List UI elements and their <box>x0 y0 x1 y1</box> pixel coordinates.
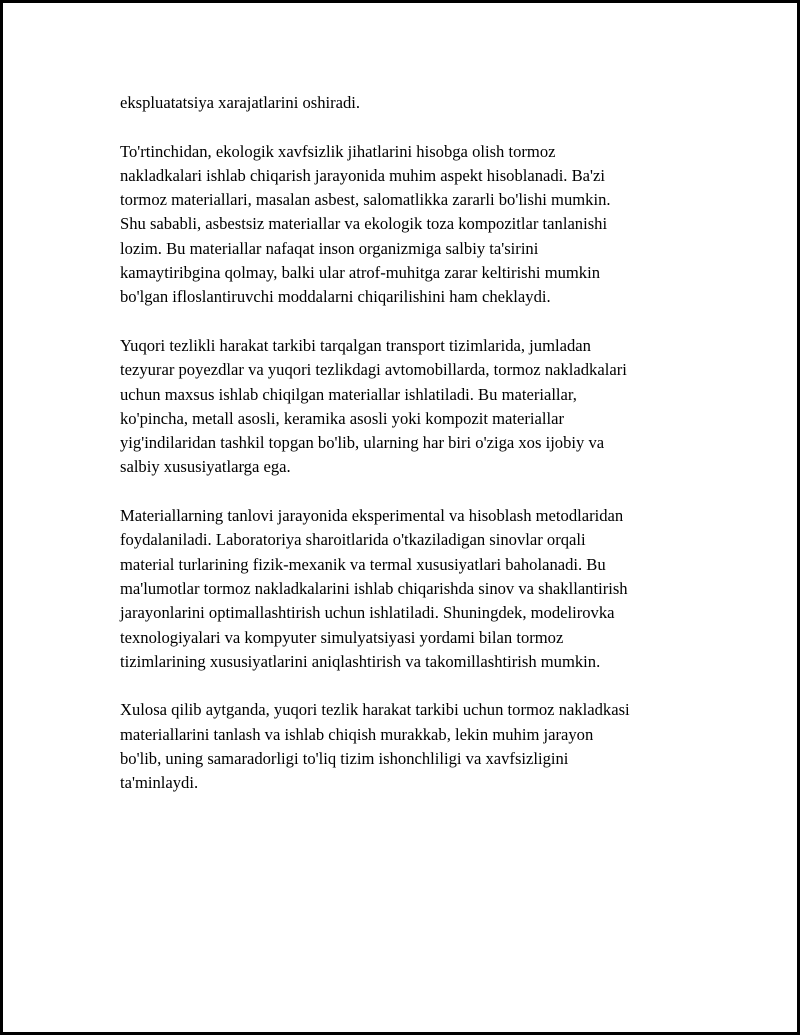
text-line: lozim. Bu materiallar nafaqat inson organizmiga salbiy ta'sirini <box>120 238 539 258</box>
text-line: Yuqori tezlikli harakat tarkibi tarqalgan transport tizimlarida, jumladan <box>120 335 591 355</box>
text-line: Shu sababli, asbestsiz materiallar va ekologik toza kompozitlar tanlanishi <box>120 214 608 234</box>
text-line: tezyurar poyezdlar va yuqori tezlikdagi avtomobillarda, tormoz nakladkalari <box>120 360 627 380</box>
text-line: ta'minlaydi. <box>120 773 199 793</box>
text-line: Xulosa qilib aytganda, yuqori tezlik harakat tarkibi uchun tormoz nakladkasi <box>120 700 630 720</box>
text-line: nakladkalari ishlab chiqarish jarayonida muhim aspekt hisoblanadi. Ba'zi <box>120 165 605 185</box>
text-line: foydalaniladi. Laboratoriya sharoitlarida o'tkaziladigan sinovlar orqali <box>120 530 586 550</box>
text-line: texnologiyalari va kompyuter simulyatsiyasi yordami bilan tormoz <box>120 627 564 647</box>
paragraph-4 <box>120 504 690 674</box>
text-line: materiallarini tanlash va ishlab chiqish murakkab, lekin muhim jarayon <box>120 724 594 744</box>
text-line: To'rtinchidan, ekologik xavfsizlik jihatlarini hisobga olish tormoz <box>120 141 556 161</box>
text-line: ma'lumotlar tormoz nakladkalarini ishlab chiqarishda sinov va shakllantirish <box>120 578 628 598</box>
paragraph-3 <box>120 334 690 480</box>
text-line: bo'lgan ifloslantiruvchi moddalarni chiqarilishini ham cheklaydi. <box>120 287 551 307</box>
text-line: uchun maxsus ishlab chiqilgan materiallar ishlatiladi. Bu materiallar, <box>120 384 577 404</box>
text-line: ekspluatatsiya xarajatlarini oshiradi. <box>120 93 361 112</box>
text-line: yig'indilaridan tashkil topgan bo'lib, ularning har biri o'ziga xos ijobiy va <box>120 433 605 453</box>
text-line: tormoz materiallari, masalan asbest, salomatlikka zararli bo'lishi mumkin. <box>120 190 611 210</box>
paragraph-5 <box>120 698 690 795</box>
text-line: salbiy xususiyatlarga ega. <box>120 457 291 477</box>
text-line: jarayonlarini optimallashtirish uchun ishlatiladi. Shuningdek, modelirovka <box>120 603 615 623</box>
text-line: kamaytiribgina qolmay, balki ular atrof-muhitga zarar keltirishi mumkin <box>120 263 601 283</box>
text-line: Materiallarning tanlovi jarayonida eksperimental va hisoblash metodlaridan <box>120 506 624 526</box>
text-line: ko'pincha, metall asosli, keramika asosli yoki kompozit materiallar <box>120 408 564 428</box>
text-line: bo'lib, uning samaradorligi to'liq tizim ishonchliligi va xavfsizligini <box>120 749 569 769</box>
paragraph-2 <box>120 140 690 310</box>
text-line: tizimlarining xususiyatlarini aniqlashtirish va takomillashtirish mumkin. <box>120 651 601 671</box>
text-line: material turlarining fizik-mexanik va termal xususiyatlari baholanadi. Bu <box>120 554 606 574</box>
document-body <box>120 91 690 820</box>
paragraph-1 <box>120 91 690 115</box>
